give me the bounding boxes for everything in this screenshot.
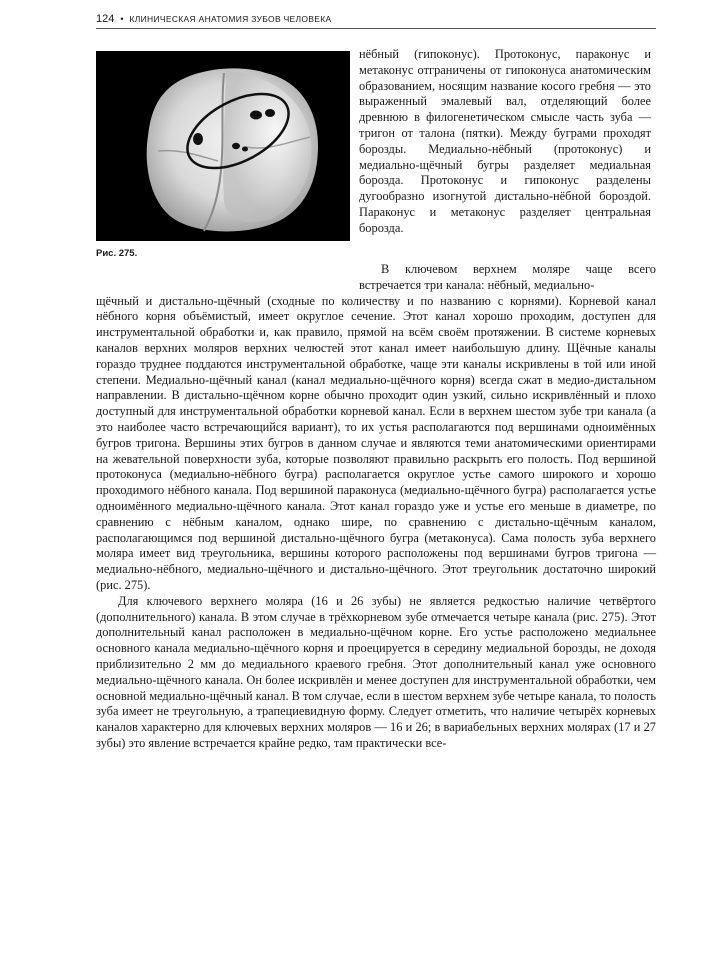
paragraph-3: Для ключевого верхнего моляра (16 и 26 зубы) не является редкостью наличие четвёртого (дополнительного) канала. В этом случае в трёхкорневом зубе отмечается четыре канала (рис. 275). Этот дополнительный канал расположен в медиально-щёчном корне. Его устье расположено медиальнее основного канала медиально-щёчного корня и проецируется в середину медиальной борозды, не доходя приблизительно 2 мм до медиального краевого гребня. Этот дополнительный канал уже основного медиально-щёчного канала. Он более искривлён и менее доступен для инструментальной обработки, чем основной медиально-щёчный канал. В том случае, если в шестом верхнем зубе четыре канала, то полость зуба имеет не треугольную, а трапециевидную форму. Следует отметить, что наличие четырёх корневых каналов характерно для ключевых верхних моляров — 16 и 26; в вариабельных верхних молярах (17 и 27 зубы) это явление встречается крайне редко, там практически все- [96,593,656,750]
tooth-photo-figure [96,51,350,241]
paragraph-2: щёчный и дистально-щёчный (сходные по количеству и по названию с корнями). Корневой канал нёбного корня объёмистый, имеет округлое сечение. Этот канал хорошо проходим, доступен для инструментальной обработки и, как правило, прямой на всём своём протяжении. В системе корневых каналов верхних моляров верхних челюстей этот канал имеет наибольшую длину. Щёчные каналы гораздо труднее поддаются инструментальной обработке, чаще эти каналы искривлены в той или иной степени. Медиально-щёчный канал (канал медиально-щёчного корня) всегда сжат в медио-дистальном направлении. В дистально-щёчном корне обычно проходит один узкий, сильно искривлённый и плохо доступный для инструментальной обработки корневой канал. Если в верхнем шестом зубе три канала (а это наиболее часто встречающийся вариант), то их устья располагаются под вершинами одноимённых бугров тригона. Вершины этих бугров в данном случае и являются теми анатомическими ориентирами на жевательной поверхности зуба, которые позволяют правильно раскрыть его полость. Под вершиной протоконуса (медиально-нёбного бугра) располагается округлое устье самого широкого и хорошо проходимого нёбного канала. Под вершиной параконуса (медиально-щёчного бугра) располагается устье одноимённого медиально-щёчного канала. Этот канал гораздо уже и устье его меньше в диаметре, по сравнению с нёбным каналом, однако шире, по сравнению с дистально-щёчным каналом, располагающимся под вершиной дистально-щёчного бугра (метаконуса). Сама полость зуба верхнего моляра имеет вид треугольника, вершины которого расположены под вершинами бугров тригона — медиально-нёбного, медиально-щёчного и дистально-щёчного. Этот треугольник достаточно широкий (рис. 275). [96,293,656,592]
page-number: 124 [96,13,115,25]
molar-occlusal-photo [96,51,350,241]
header-separator: • [120,14,124,24]
paragraph-1: нёбный (гипоконус). Протоконус, параконус и метаконус отграничены от гипоконуса анатомическим образованием, носящим название косого гребня — это выраженный эмалевый вал, отделяющий более древнюю в филогенетическом смысле часть зуба — тригон от талона (пятки). Между буграми проходят борозды. Медиально-нёбный (протоконус) и медиально-щёчный бугры разделяет медиальная борозда. Протоконус и гипоконус разделены дугообразно изогнутой дистально-нёбной бороздой. Параконус и метаконус разделяет центральная борозда. [359,47,651,235]
running-title: КЛИНИЧЕСКАЯ АНАТОМИЯ ЗУБОВ ЧЕЛОВЕКА [129,14,332,24]
running-header [96,12,656,26]
figure-caption: Рис. 275. [96,248,138,259]
main-text-column [96,262,656,752]
paragraph-2-start: В ключевом верхнем моляре чаще всего встречается три канала: нёбный, медиально- [359,262,656,292]
wrapped-text-column [359,47,651,237]
header-rule [96,28,656,29]
